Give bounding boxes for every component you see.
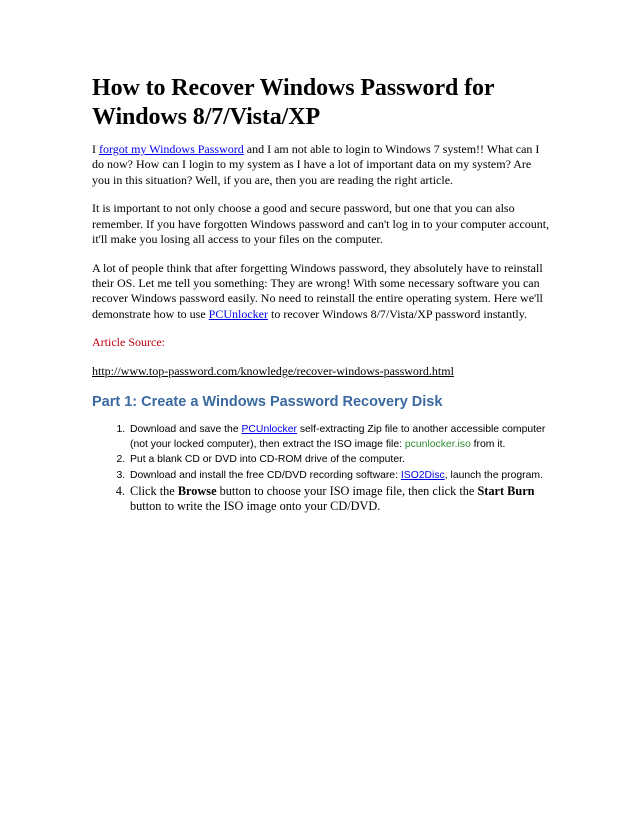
step4-text-end: button to write the ISO image onto your CD/DVD. [130, 499, 381, 514]
section-heading-part1: Part 1: Create a Windows Password Recovery Disk [92, 394, 443, 411]
third-text-start: A lot of people think that after forgetting Windows password, they absolutely have to reinstall their OS. Let me tell you something: They are wrong! With some necessary software you can recover Windows password easily. No need to reinstall the entire operating system. Here we'll demonstrate how to use [92, 260, 543, 321]
step1-text-middle: self-extracting Zip file to another accessible computer (not your locked computer), then extract the ISO image file: [130, 424, 546, 450]
step4-text-start: Click the [130, 484, 178, 499]
article-body [92, 74, 552, 514]
step1-text-end: from it. [470, 438, 506, 450]
third-text-end: to recover Windows 8/7/Vista/XP password instantly. [267, 306, 527, 321]
forgot-password-link[interactable]: forgot my Windows Password [99, 142, 244, 156]
start-burn-label: Start Burn [477, 484, 535, 499]
article-source-url[interactable]: http://www.top-password.com/knowledge/recover-windows-password.html [92, 364, 454, 379]
step-item-1 [128, 423, 552, 452]
browse-label: Browse [177, 484, 217, 499]
intro-paragraph [92, 142, 552, 188]
article-source-label: Article Source: [92, 335, 165, 350]
steps-list [92, 423, 552, 514]
iso2disc-link[interactable]: ISO2Disc [400, 469, 445, 481]
step3-text-start: Download and install the free CD/DVD recording software: [130, 469, 401, 481]
intro-text-start: I [92, 142, 99, 156]
article-title: How to Recover Windows Password for Windows 8/7/Vista/XP [92, 75, 495, 130]
step-item-2: 2. Put a blank CD or DVD into CD-ROM drive of the computer. [128, 453, 552, 468]
pcunlocker-link[interactable]: PCUnlocker [208, 306, 268, 321]
article-source-paragraph [92, 364, 552, 379]
step-item-3 [128, 469, 552, 484]
step-item-4 [128, 484, 552, 514]
step3-text-end: , launch the program. [444, 469, 543, 481]
third-paragraph [92, 261, 552, 322]
iso-filename: pcunlocker.iso [404, 438, 471, 450]
second-paragraph: It is important to not only choose a good and secure password, but one that you can also remember. If you have forgotten Windows password and can't log in to your computer account, it'll make you losing all access to your files on the computer. [92, 201, 550, 246]
intro-text-end: and I am not able to login to Windows 7 system!! What can I do now? How can I login to my system as I have a lot of important data on my system? Are you in this situation? Well, if you are, then you are reading the right article. [92, 142, 540, 187]
step1-text-start: Download and save the [130, 424, 242, 436]
step4-text-middle: button to choose your ISO image file, then click the [216, 484, 478, 499]
step1-pcunlocker-link[interactable]: PCUnlocker [241, 424, 297, 436]
